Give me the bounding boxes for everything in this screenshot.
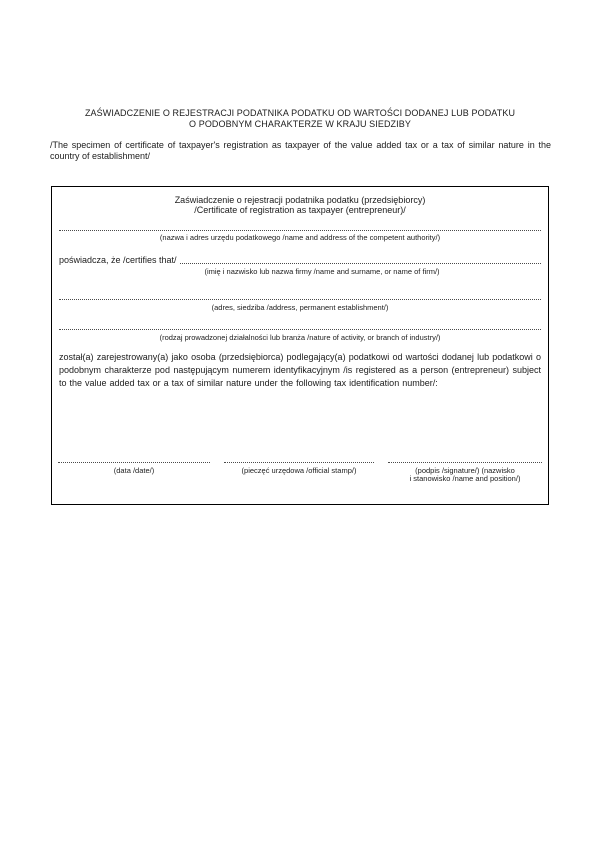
stamp-field: [224, 462, 374, 483]
date-field-line: [58, 462, 210, 463]
signature-field-caption-line-1: (podpis /signature/) (nazwisko: [415, 466, 515, 476]
signature-field-caption: [388, 467, 542, 483]
registration-statement: został(a) zarejestrowany(a) jako osoba (przedsiębiorca) podlegający(a) podatkowi od wartości dodanej lub podatkowi o podobnym charakterze pod następującym numerem identyfikacyjnym /is registered as a person (entrepreneur) subject to the value added tax or a tax of similar nature under the following tax identification number/:: [59, 352, 541, 388]
certificate-box: [51, 186, 549, 505]
document-title: [0, 0, 600, 130]
document-title-line-2: O PODOBNYM CHARAKTERZE W KRAJU SIEDZIBY: [189, 119, 411, 129]
stamp-field-caption-line: (pieczęć urzędowa /official stamp/): [241, 466, 357, 476]
certifies-label: poświadcza, że /certifies that/: [59, 255, 177, 265]
address-field-caption: (adres, siedziba /address, permanent establishment/): [211, 303, 389, 312]
date-field-caption: [58, 467, 210, 475]
signature-field: [388, 462, 542, 483]
certificate-title: [58, 195, 542, 215]
certifies-row: [59, 255, 541, 266]
signature-row: [58, 462, 542, 483]
document-title-line-1: ZAŚWIADCZENIE O REJESTRACJI PODATNIKA PODATKU OD WARTOŚCI DODANEJ LUB PODATKU: [84, 108, 516, 118]
certificate-title-polish: Zaświadczenie o rejestracji podatnika podatku (przedsiębiorcy): [174, 195, 426, 205]
address-field-line: [59, 299, 541, 300]
stamp-field-line: [224, 462, 374, 463]
activity-field-line: [59, 329, 541, 330]
document-subtitle: /The specimen of certificate of taxpayer's registration as taxpayer of the value added tax or a tax of similar nature in the country of establishment/: [50, 140, 551, 161]
authority-field-line: [59, 230, 541, 231]
name-field-line: [180, 255, 541, 264]
date-field: [58, 462, 210, 483]
stamp-field-caption: [224, 467, 374, 475]
signature-field-line: [388, 462, 542, 463]
name-field-caption: (imię i nazwisko lub nazwa firmy /name and surname, or name of firm/): [204, 267, 440, 276]
date-field-caption-line: (data /date/): [113, 466, 155, 476]
activity-field-caption: (rodzaj prowadzonej działalności lub branża /nature of activity, or branch of industry/): [159, 333, 441, 342]
signature-field-caption-line-2: i stanowisko /name and position/): [409, 474, 521, 484]
certificate-title-english: /Certificate of registration as taxpayer (entrepreneur)/: [194, 205, 406, 215]
authority-field-caption: (nazwa i adres urzędu podatkowego /name and address of the competent authority/): [159, 233, 441, 242]
